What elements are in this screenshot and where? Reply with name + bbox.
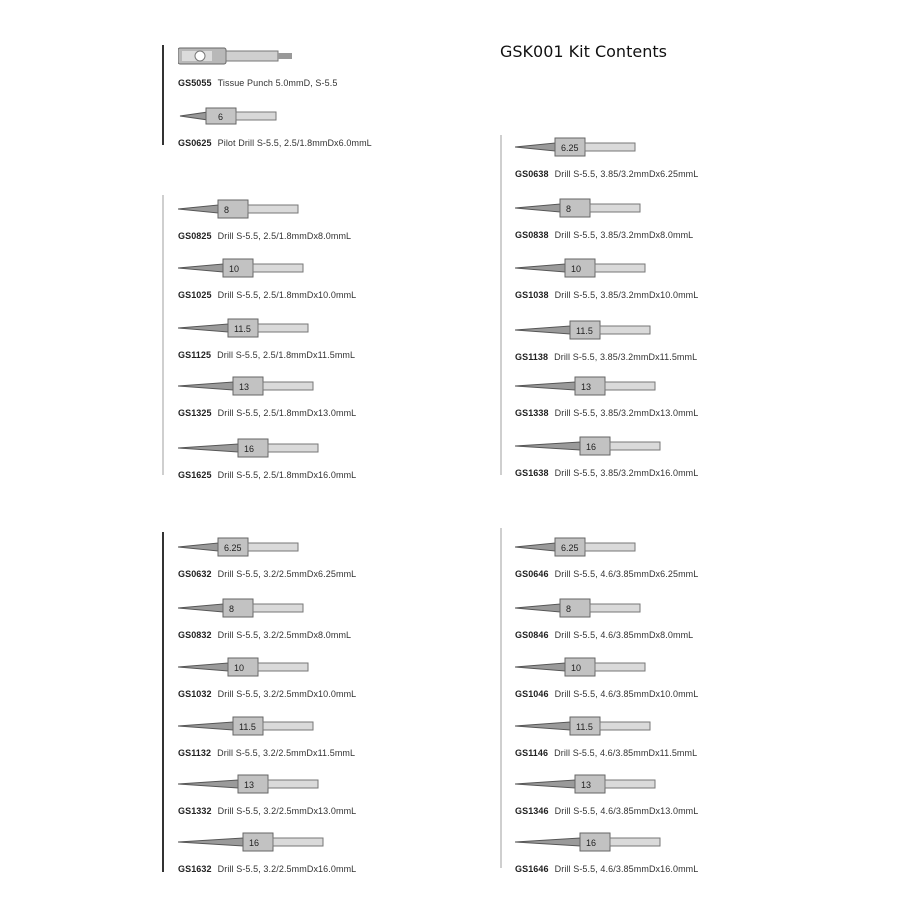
product-description: Drill S-5.5, 4.6/3.85mmDx11.5mmL xyxy=(554,748,698,758)
product-description: Drill S-5.5, 3.2/2.5mmDx16.0mmL xyxy=(217,864,357,874)
drill-image xyxy=(515,196,755,224)
depth-mark: 8 xyxy=(224,205,230,215)
drill-image xyxy=(178,197,418,225)
product-code: GS1125 xyxy=(178,350,212,360)
product-description: Drill S-5.5, 4.6/3.85mmDx10.0mmL xyxy=(554,689,699,699)
drill-image xyxy=(515,256,755,284)
product-code: GS1346 xyxy=(515,806,549,816)
product-item xyxy=(515,256,845,302)
depth-mark: 11.5 xyxy=(576,326,593,336)
product-item xyxy=(178,104,508,150)
product-code: GS1138 xyxy=(515,352,549,362)
product-code: GS0632 xyxy=(178,569,212,579)
product-code: GS1132 xyxy=(178,748,212,758)
product-item xyxy=(515,772,845,818)
product-description: Drill S-5.5, 2.5/1.8mmDx8.0mmL xyxy=(217,231,352,241)
product-code: GS1332 xyxy=(178,806,212,816)
drill-image xyxy=(178,256,418,284)
depth-mark: 13 xyxy=(581,382,592,392)
divider-group-3 xyxy=(162,532,164,872)
depth-mark: 6.25 xyxy=(561,143,579,153)
drill-image xyxy=(178,830,418,858)
depth-mark: 10 xyxy=(229,264,240,274)
drill-image xyxy=(178,374,418,402)
drill-image xyxy=(178,655,418,683)
drill-image xyxy=(178,535,418,563)
product-description: Drill S-5.5, 3.2/2.5mmDx13.0mmL xyxy=(217,806,357,816)
depth-mark: 10 xyxy=(234,663,245,673)
pilot-drill-image xyxy=(178,104,378,132)
product-item xyxy=(515,434,845,480)
product-code: GS1038 xyxy=(515,290,549,300)
depth-mark: 16 xyxy=(586,838,597,848)
depth-mark: 16 xyxy=(586,442,597,452)
drill-image xyxy=(515,596,755,624)
divider-top xyxy=(162,45,164,145)
product-item xyxy=(178,655,508,701)
product-code: GS0625 xyxy=(178,138,212,148)
depth-mark: 6.25 xyxy=(561,543,579,553)
product-code: GS1625 xyxy=(178,470,212,480)
product-code: GS0846 xyxy=(515,630,549,640)
product-item xyxy=(178,316,508,362)
product-code: GS1025 xyxy=(178,290,212,300)
product-code: GS1338 xyxy=(515,408,549,418)
product-description: Drill S-5.5, 3.2/2.5mmDx11.5mmL xyxy=(217,748,356,758)
product-item xyxy=(178,44,508,90)
product-code: GS0825 xyxy=(178,231,212,241)
depth-mark: 13 xyxy=(244,780,255,790)
divider-group-2 xyxy=(500,135,502,475)
product-description: Drill S-5.5, 2.5/1.8mmDx10.0mmL xyxy=(217,290,357,300)
product-item xyxy=(178,830,508,876)
product-description: Drill S-5.5, 2.5/1.8mmDx11.5mmL xyxy=(217,350,356,360)
depth-mark: 11.5 xyxy=(234,324,251,334)
drill-image xyxy=(178,316,418,344)
product-item xyxy=(178,197,508,243)
product-code: GS1325 xyxy=(178,408,212,418)
product-code: GS1638 xyxy=(515,468,549,478)
drill-image xyxy=(515,830,755,858)
product-code: GS0646 xyxy=(515,569,549,579)
product-item xyxy=(515,318,845,364)
depth-mark: 16 xyxy=(249,838,260,848)
product-description: Drill S-5.5, 4.6/3.85mmDx13.0mmL xyxy=(554,806,699,816)
product-description: Drill S-5.5, 2.5/1.8mmDx13.0mmL xyxy=(217,408,357,418)
product-description: Drill S-5.5, 3.2/2.5mmDx10.0mmL xyxy=(217,689,357,699)
drill-image xyxy=(178,772,418,800)
product-code: GS1646 xyxy=(515,864,549,874)
product-description: Drill S-5.5, 2.5/1.8mmDx16.0mmL xyxy=(217,470,357,480)
product-item xyxy=(515,830,845,876)
product-item xyxy=(178,256,508,302)
product-code: GS1632 xyxy=(178,864,212,874)
depth-mark: 10 xyxy=(571,264,582,274)
drill-image xyxy=(515,374,755,402)
product-code: GS1032 xyxy=(178,689,212,699)
depth-mark: 10 xyxy=(571,663,582,673)
depth-mark: 13 xyxy=(239,382,250,392)
drill-image xyxy=(515,535,755,563)
product-item xyxy=(178,436,508,482)
drill-image xyxy=(515,318,755,346)
product-description: Drill S-5.5, 4.6/3.85mmDx8.0mmL xyxy=(554,630,694,640)
product-description: Drill S-5.5, 3.85/3.2mmDx16.0mmL xyxy=(554,468,699,478)
product-item xyxy=(178,772,508,818)
product-item xyxy=(515,535,845,581)
product-item xyxy=(515,655,845,701)
tissue-punch-image xyxy=(178,44,378,72)
drill-image xyxy=(515,135,755,163)
product-item xyxy=(515,196,845,242)
depth-mark: 8 xyxy=(566,204,572,214)
product-description: Pilot Drill S-5.5, 2.5/1.8mmDx6.0mmL xyxy=(217,138,372,148)
product-description: Drill S-5.5, 3.2/2.5mmDx8.0mmL xyxy=(217,630,352,640)
product-item xyxy=(178,596,508,642)
page-title: GSK001 Kit Contents xyxy=(500,42,667,61)
product-item xyxy=(178,535,508,581)
product-description: Drill S-5.5, 4.6/3.85mmDx6.25mmL xyxy=(554,569,699,579)
drill-image xyxy=(178,436,418,464)
product-description: Drill S-5.5, 3.85/3.2mmDx6.25mmL xyxy=(554,169,699,179)
drill-image xyxy=(178,596,418,624)
product-code: GS0838 xyxy=(515,230,549,240)
depth-mark: 16 xyxy=(244,444,255,454)
product-item xyxy=(515,714,845,760)
drill-image xyxy=(515,655,755,683)
product-description: Drill S-5.5, 3.85/3.2mmDx8.0mmL xyxy=(554,230,694,240)
drill-image xyxy=(515,434,755,462)
depth-mark: 6.25 xyxy=(224,543,242,553)
product-description: Drill S-5.5, 3.85/3.2mmDx11.5mmL xyxy=(554,352,698,362)
product-description: Drill S-5.5, 4.6/3.85mmDx16.0mmL xyxy=(554,864,699,874)
product-code: GS0832 xyxy=(178,630,212,640)
product-code: GS5055 xyxy=(178,78,212,88)
product-description: Drill S-5.5, 3.85/3.2mmDx10.0mmL xyxy=(554,290,699,300)
product-item xyxy=(515,596,845,642)
product-code: GS1146 xyxy=(515,748,549,758)
depth-mark: 8 xyxy=(566,604,572,614)
depth-mark: 8 xyxy=(229,604,235,614)
product-code: GS0638 xyxy=(515,169,549,179)
product-code: GS1046 xyxy=(515,689,549,699)
product-description: Tissue Punch 5.0mmD, S-5.5 xyxy=(217,78,338,88)
depth-mark: 11.5 xyxy=(239,722,256,732)
product-item xyxy=(178,714,508,760)
depth-mark: 13 xyxy=(581,780,592,790)
product-item xyxy=(515,135,845,181)
depth-mark: 11.5 xyxy=(576,722,593,732)
drill-image xyxy=(178,714,418,742)
product-item xyxy=(515,374,845,420)
product-description: Drill S-5.5, 3.2/2.5mmDx6.25mmL xyxy=(217,569,357,579)
product-item xyxy=(178,374,508,420)
product-description: Drill S-5.5, 3.85/3.2mmDx13.0mmL xyxy=(554,408,699,418)
drill-image xyxy=(515,714,755,742)
depth-mark: 6 xyxy=(218,112,224,122)
drill-image xyxy=(515,772,755,800)
divider-group-1 xyxy=(162,195,164,475)
